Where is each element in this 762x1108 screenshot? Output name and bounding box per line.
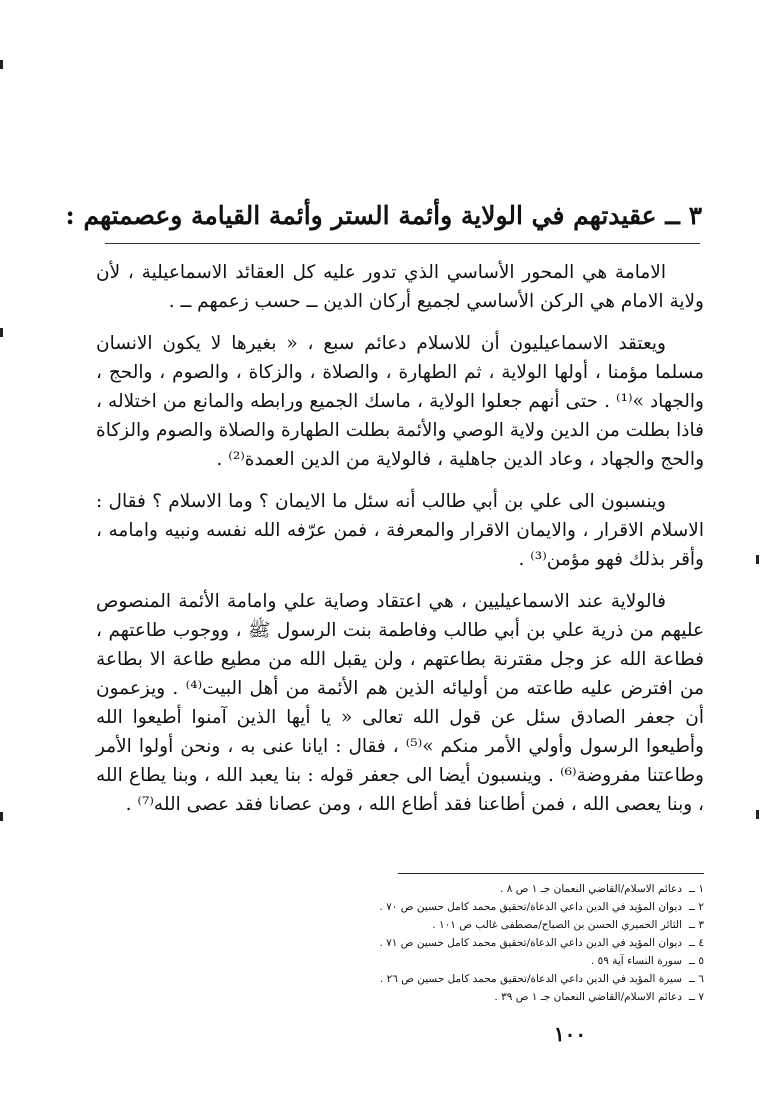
footnote-number: ٢ ــ	[688, 901, 704, 913]
scan-margin-mark	[0, 328, 3, 337]
scan-margin-mark	[0, 812, 3, 821]
footnote-number: ١ ــ	[688, 883, 704, 895]
footnote-item	[250, 970, 704, 988]
footnote-item	[250, 988, 704, 1006]
paragraph-1: الامامة هي المحور الأساسي الذي تدور عليه كل العقائد الاسماعيلية ، لأن ولاية الامام هي الركن الأساسي لجميع أركان الدين ــ حسب زعمهم ــ .	[96, 262, 704, 312]
footnote-separator	[398, 873, 704, 874]
footnote-text: سورة النساء آية ٥٩ .	[590, 955, 682, 967]
footnote-text: الثائر الحميري الحسن بن الصباح/مصطفى غالب ص ١٠١ .	[432, 919, 682, 931]
paragraph-2: ويعتقد الاسماعيليون أن للاسلام دعائم سبع ، « بغيرها لا يكون الانسان مسلما مؤمنا ، أولها الولاية ، ثم الطهارة ، والصلاة ، والزكاة ، والصوم ، والحج ، والجهاد »⁽¹⁾ . حتى أنهم جعلوا الولاية ، ماسك الجميع ورابطه والمانع من اختلاله ، فاذا بطلت من الدين ولاية الوصي والأئمة بطلت الطهارة والصلاة والصوم والزكاة والحج والجهاد ، وعاد الدين جاهلية ، فالولاية من الدين العمدة⁽²⁾ .	[96, 333, 704, 470]
footnote-number: ٥ ــ	[688, 955, 704, 967]
scan-margin-mark	[756, 810, 759, 819]
footnote-number: ٣ ــ	[688, 919, 704, 931]
footnote-item	[250, 898, 704, 916]
scan-margin-mark	[0, 60, 3, 69]
footnotes-list	[250, 880, 704, 1006]
footnote-text: دعائم الاسلام/القاضي النعمان جـ ١ ص ٣٩ .	[494, 991, 682, 1003]
footnote-number: ٤ ــ	[688, 937, 704, 949]
footnote-item	[250, 880, 704, 898]
section-heading: ٣ ــ عقيدتهم في الولاية وأئمة الستر وأئمة القيامة وعصمتهم :	[65, 201, 702, 230]
body-text	[96, 258, 704, 832]
scan-margin-mark	[756, 555, 759, 564]
footnote-number: ٦ ــ	[688, 973, 704, 985]
page-number: ١٠٠	[553, 1022, 587, 1046]
footnote-item	[250, 952, 704, 970]
paragraph-4: فالولاية عند الاسماعيليين ، هي اعتقاد وصاية علي وامامة الأئمة المنصوص عليهم من ذرية علي بن أبي طالب وفاطمة بنت الرسول ﷺ ، ووجوب طاعتهم ، فطاعة الله عز وجل مقترنة بطاعتهم ، ولن يقبل الله من مطيع طاعة الا بطاعة من افترض عليه طاعته من أوليائه الذين هم الأئمة من أهل البيت⁽⁴⁾ . ويزعمون أن جعفر الصادق سئل عن قول الله تعالى « يا أيها الذين آمنوا أطيعوا الله وأطيعوا الرسول وأولي الأمر منكم »⁽⁵⁾ ، فقال : ايانا عنى به ، ونحن أولوا الأمر وطاعتنا مفروضة⁽⁶⁾ . وينسبون أيضا الى جعفر قوله : بنا يعبد الله ، وبنا يطاع الله ، وبنا يعصى الله ، فمن أطاعنا فقد أطاع الله ، ومن عصانا فقد عصى الله⁽⁷⁾ .	[96, 591, 704, 815]
footnote-item	[250, 916, 704, 934]
footnote-item	[250, 934, 704, 952]
footnote-text: دعائم الاسلام/القاضي النعمان جـ ١ ص ٨ .	[500, 883, 682, 895]
footnote-number: ٧ ــ	[688, 991, 704, 1003]
footnote-text: ديوان المؤيد في الدين داعي الدعاة/تحقيق محمد كامل حسين ص ٧٠ .	[379, 901, 682, 913]
paragraph-3: وينسبون الى علي بن أبي طالب أنه سئل ما الايمان ؟ وما الاسلام ؟ فقال : الاسلام الاقرار ، والايمان الاقرار والمعرفة ، فمن عرّفه الله نفسه ونبيه وامامه ، وأقر بذلك فهو مؤمن⁽³⁾ .	[96, 491, 704, 570]
footnote-text: سيرة المؤيد في الدين داعي الدعاة/تحقيق محمد كامل حسين ص ٢٦ .	[379, 973, 682, 985]
heading-underline	[105, 243, 700, 244]
footnote-text: ديوان المؤيد في الدين داعي الدعاة/تحقيق محمد كامل حسين ص ٧١ .	[379, 937, 682, 949]
